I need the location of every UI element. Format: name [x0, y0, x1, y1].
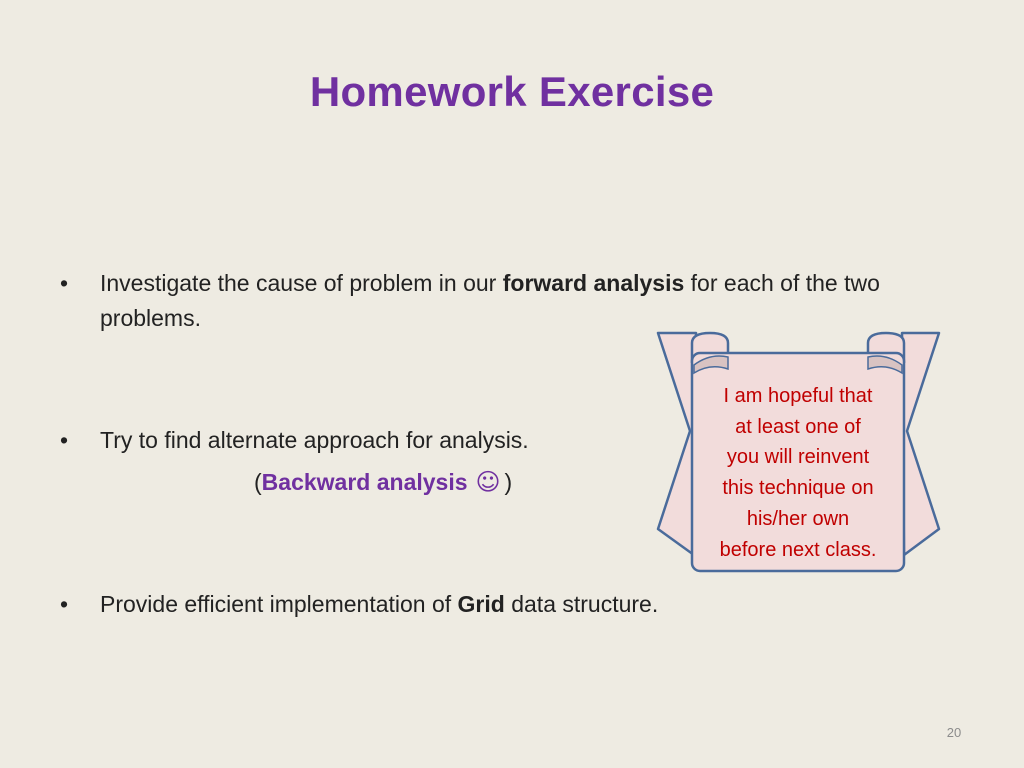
backward-analysis-label: Backward analysis [261, 469, 468, 495]
callout-text [700, 381, 896, 565]
bullet-text-after: data structure. [504, 591, 659, 617]
bullet-marker: • [60, 591, 69, 617]
callout-line: this technique on [722, 477, 874, 500]
bullet-bold-grid: Grid [457, 591, 505, 617]
bullet-text-after: for each of the two problems. [100, 270, 880, 331]
callout-line: I am hopeful that [723, 385, 873, 407]
paren-close: ) [504, 469, 513, 495]
callout-line: his/her own [746, 507, 850, 530]
bullet-marker: • [60, 270, 69, 296]
bullet-bold-forward-analysis: forward analysis [502, 270, 685, 296]
scroll-callout [650, 325, 950, 585]
smiley-icon: ☺ [475, 468, 501, 496]
callout-line: at least one of [735, 415, 861, 438]
page-number: 20 [946, 725, 962, 740]
bullet-marker: • [60, 427, 69, 453]
bullet-text [100, 587, 658, 622]
callout-line: before next class. [719, 538, 877, 561]
bullet-text-before: Provide efficient implementation of [100, 591, 458, 617]
backward-analysis-note [254, 465, 512, 500]
slide-title: Homework Exercise [309, 68, 715, 115]
bullet-text-before: Investigate the cause of problem in our [100, 270, 503, 296]
callout-line: you will reinvent [726, 446, 870, 469]
bullet-text: Try to find alternate approach for analysis. [100, 427, 529, 453]
paren-open: ( [254, 469, 262, 495]
